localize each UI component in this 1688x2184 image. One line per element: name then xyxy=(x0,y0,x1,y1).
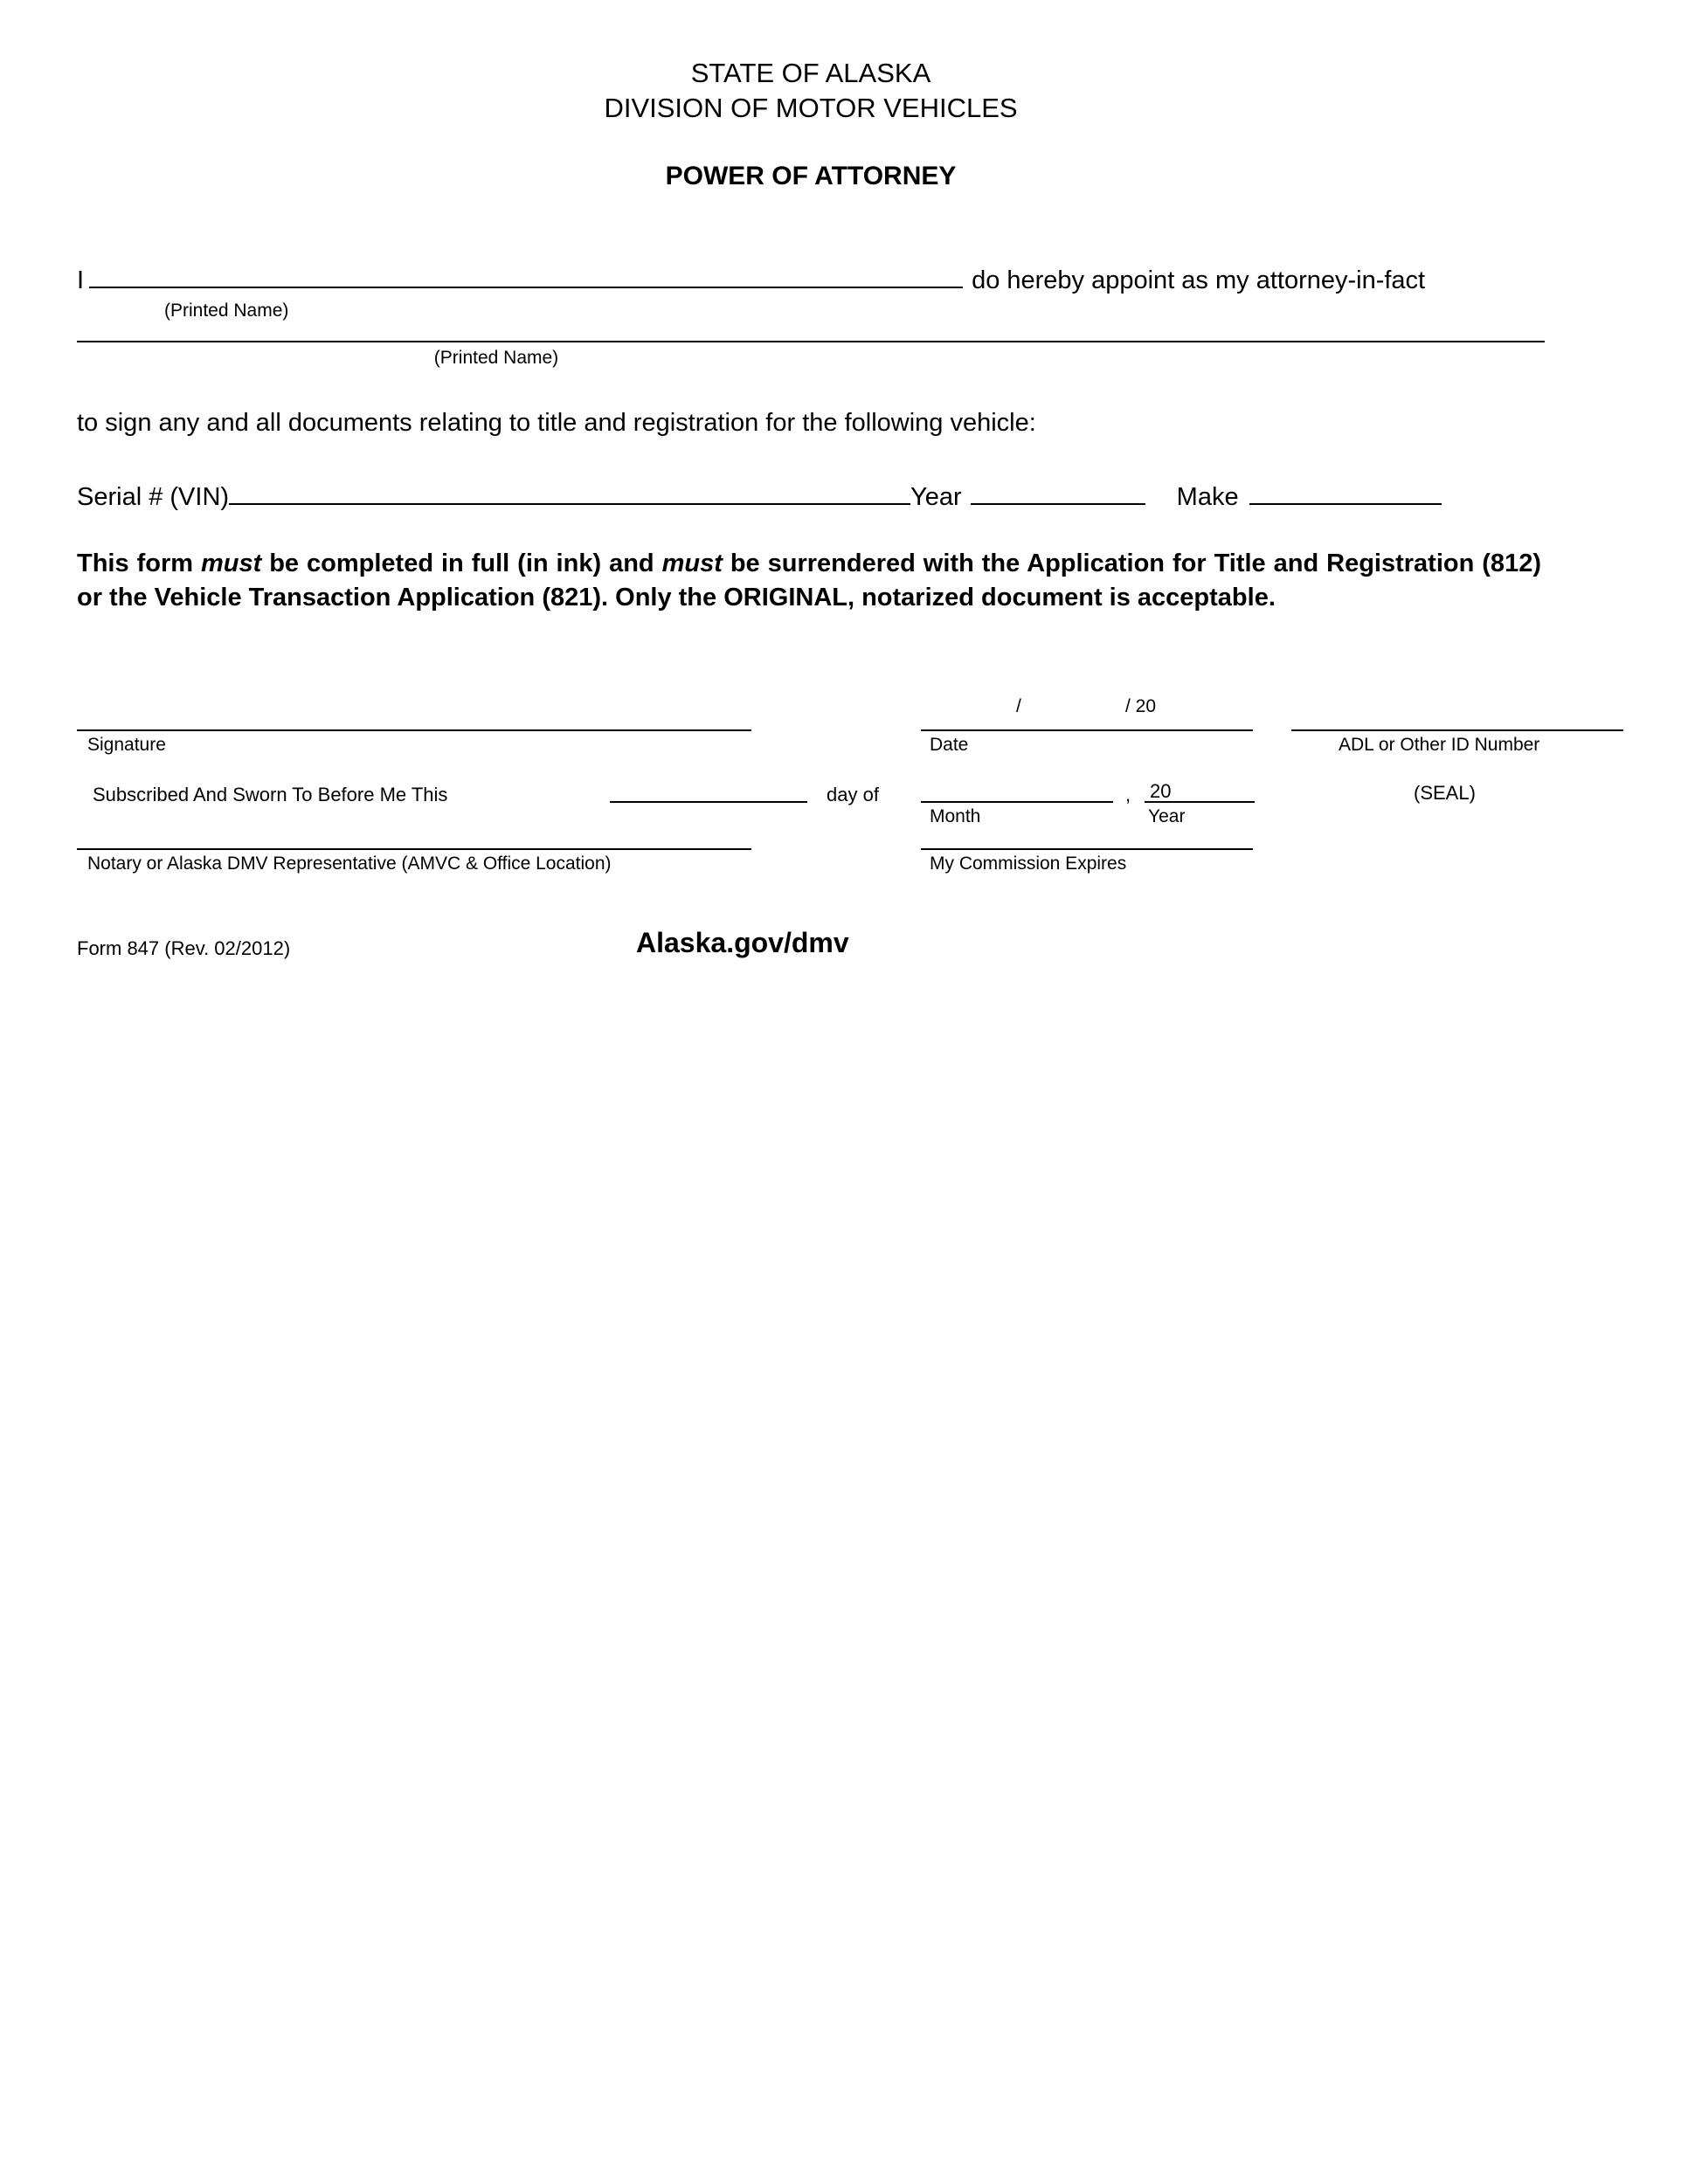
year-prefix: 20 xyxy=(1150,779,1172,802)
date-slash-1: / xyxy=(1016,695,1021,716)
year-caption: Year xyxy=(1148,805,1186,826)
adl-caption: ADL or Other ID Number xyxy=(1339,734,1540,755)
notice-part-1: This form xyxy=(77,549,201,578)
agency-header xyxy=(77,56,1545,125)
purpose-text: to sign any and all documents relating to title and registration for the following vehicle: xyxy=(77,409,1036,438)
dmv-website[interactable]: Alaska.gov/dmv xyxy=(636,926,849,958)
date-slash-2: / 20 xyxy=(1125,695,1157,716)
make-label: Make xyxy=(1176,483,1239,512)
printed-name-caption-2: (Printed Name) xyxy=(433,348,559,369)
principal-name-field[interactable] xyxy=(89,287,963,288)
notice-emphasis-2: must xyxy=(661,549,723,578)
vin-field[interactable] xyxy=(229,503,910,505)
seal-label: (SEAL) xyxy=(1414,781,1476,804)
month-field[interactable] xyxy=(921,801,1113,803)
vehicle-row xyxy=(77,483,1545,512)
notice-part-2: be completed in full (in ink) and xyxy=(261,549,662,578)
year-label: Year xyxy=(910,483,962,512)
vin-label: Serial # (VIN) xyxy=(77,483,230,512)
state-line: STATE OF ALASKA xyxy=(690,58,931,88)
appointment-tail-label: do hereby appoint as my attorney-in-fact xyxy=(972,266,1426,295)
attorney-name-field[interactable] xyxy=(77,341,1545,342)
division-line: DIVISION OF MOTOR VEHICLES xyxy=(604,92,1018,123)
commission-expires-field[interactable] xyxy=(921,848,1253,850)
notary-field[interactable] xyxy=(77,848,751,850)
notice-paragraph xyxy=(77,547,1541,614)
sworn-text: Subscribed And Sworn To Before Me This xyxy=(93,783,448,805)
signature-field[interactable] xyxy=(77,729,751,731)
date-caption: Date xyxy=(930,734,969,755)
year-notary-field[interactable] xyxy=(1145,801,1255,803)
form-number: Form 847 (Rev. 02/2012) xyxy=(77,936,291,959)
document-footer xyxy=(77,888,1545,993)
notice-emphasis-1: must xyxy=(200,549,262,578)
signature-block xyxy=(77,677,1545,878)
comma-separator: , xyxy=(1125,783,1131,805)
adl-field[interactable] xyxy=(1291,729,1623,731)
commission-caption: My Commission Expires xyxy=(930,853,1127,874)
day-of-label: day of xyxy=(827,783,879,805)
notary-caption: Notary or Alaska DMV Representative (AMVC & Office Location) xyxy=(87,853,612,874)
printed-name-caption-1: (Printed Name) xyxy=(164,301,289,321)
page-title: POWER OF ATTORNEY xyxy=(665,162,957,191)
date-field[interactable] xyxy=(921,729,1253,731)
appointment-line xyxy=(77,266,1545,295)
signature-caption: Signature xyxy=(87,734,166,755)
document-content xyxy=(77,56,1545,993)
day-field[interactable] xyxy=(610,801,807,803)
month-caption: Month xyxy=(930,805,981,826)
year-field[interactable] xyxy=(971,503,1145,505)
notice-part-3: be surrendered with the Application for Title and Registration (812) or the Vehicle Transaction Application (821). Only the ORIGINAL, notarized document is acceptable. xyxy=(77,549,1541,612)
appointment-lead-label: I xyxy=(77,266,85,295)
make-field[interactable] xyxy=(1249,503,1442,505)
